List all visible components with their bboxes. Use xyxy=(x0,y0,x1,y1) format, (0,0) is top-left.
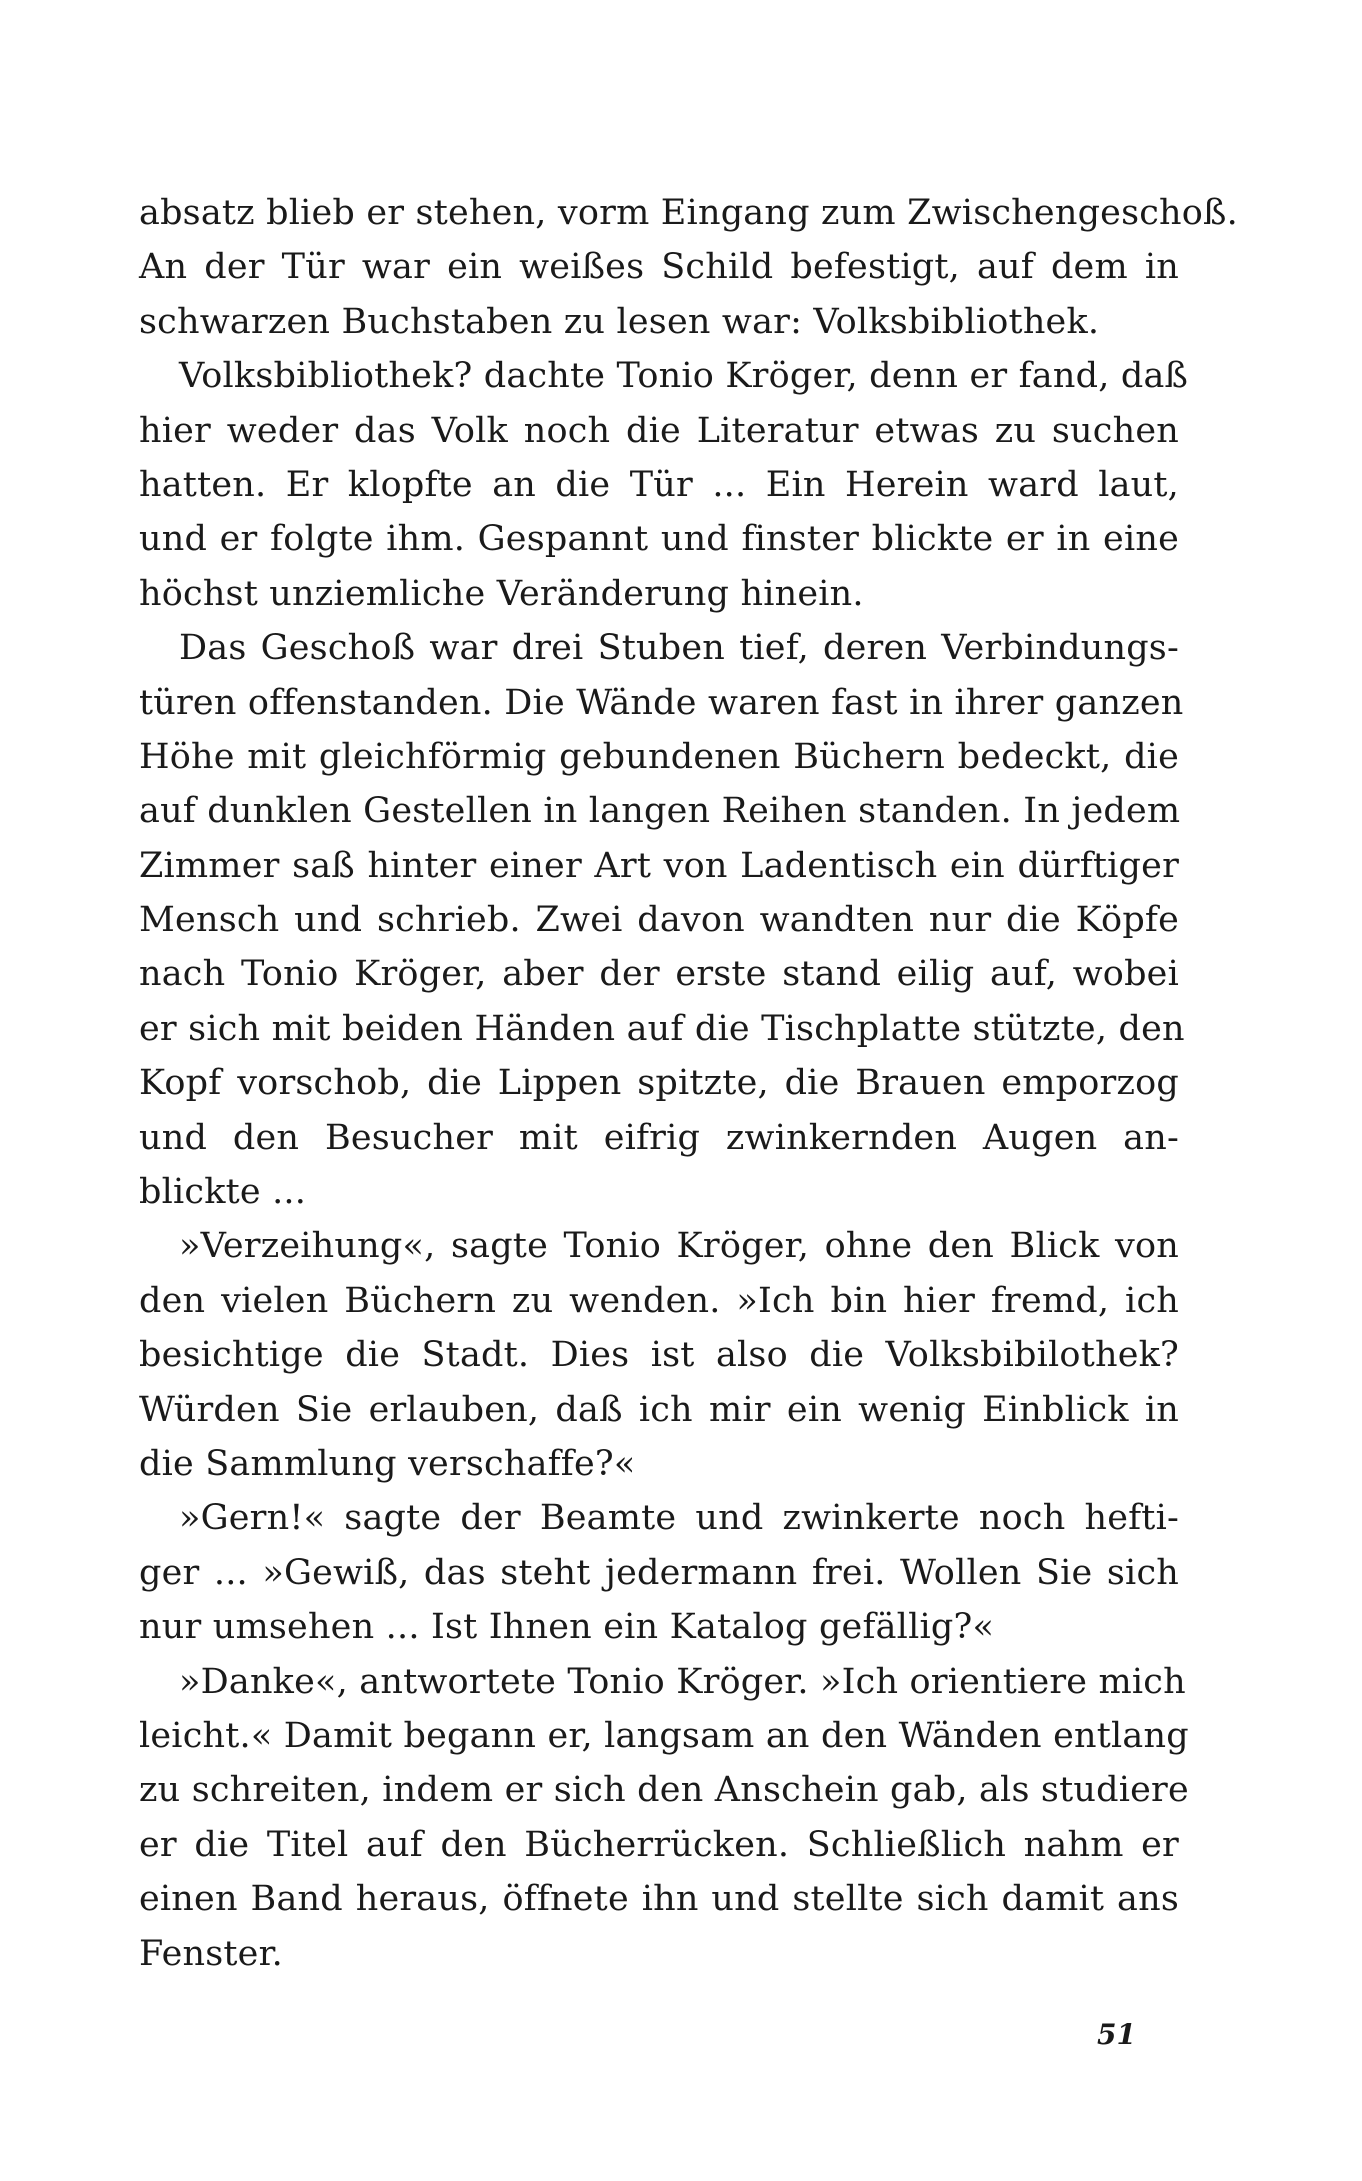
text-line: Mensch und schrieb. Zwei davon wandten nur die Köpfe xyxy=(139,900,1179,941)
text-line: Kopf vorschob, die Lippen spitzte, die Brauen emporzog xyxy=(139,1063,1179,1104)
text-line: Zimmer saß hinter einer Art von Ladentisch ein dürftiger xyxy=(139,845,1179,886)
page-number: 51 xyxy=(1097,2018,1136,2051)
text-line: leicht.« Damit begann er, langsam an den Wänden entlang xyxy=(139,1715,1189,1756)
text-line: Fenster. xyxy=(139,1933,283,1974)
text-line: »Danke«, antwortete Tonio Kröger. »Ich orientiere mich xyxy=(179,1661,1186,1702)
text-line: »Gern!« sagte der Beamte und zwinkerte noch hefti- xyxy=(179,1498,1179,1539)
text-line: den vielen Büchern zu wenden. »Ich bin hier fremd, ich xyxy=(139,1280,1179,1321)
text-line: Volksbibliothek? dachte Tonio Kröger, denn er fand, daß xyxy=(179,356,1189,397)
text-line: er die Titel auf den Bücherrücken. Schließlich nahm er xyxy=(139,1824,1179,1865)
text-line: Das Geschoß war drei Stuben tief, deren Verbindungs- xyxy=(179,628,1179,669)
text-line: ger ... »Gewiß, das steht jedermann frei. Wollen Sie sich xyxy=(139,1552,1179,1593)
text-line: schwarzen Buchstaben zu lesen war: Volksbibliothek. xyxy=(139,301,1100,342)
text-line: Höhe mit gleichförmig gebundenen Büchern bedeckt, die xyxy=(139,736,1179,777)
text-line: »Verzeihung«, sagte Tonio Kröger, ohne den Blick von xyxy=(179,1226,1179,1267)
body-text xyxy=(139,186,1238,1981)
text-line: türen offenstanden. Die Wände waren fast in ihrer ganzen xyxy=(139,682,1184,723)
text-line: und den Besucher mit eifrig zwinkernden Augen an- xyxy=(139,1117,1179,1158)
text-line: nach Tonio Kröger, aber der erste stand eilig auf, wobei xyxy=(139,954,1179,995)
text-line: einen Band heraus, öffnete ihn und stellte sich damit ans xyxy=(139,1879,1179,1920)
text-line: Würden Sie erlauben, daß ich mir ein wenig Einblick in xyxy=(139,1389,1179,1430)
text-line: höchst unziemliche Veränderung hinein. xyxy=(139,573,864,614)
text-line: zu schreiten, indem er sich den Anschein gab, als studiere xyxy=(139,1770,1189,1811)
text-line: hatten. Er klopfte an die Tür ... Ein Herein ward laut, xyxy=(139,464,1179,505)
text-line: An der Tür war ein weißes Schild befestigt, auf dem in xyxy=(139,247,1179,288)
text-line: er sich mit beiden Händen auf die Tischplatte stützte, den xyxy=(139,1008,1185,1049)
text-line: absatz blieb er stehen, vorm Eingang zum Zwischengeschoß. xyxy=(139,193,1238,233)
text-line: hier weder das Volk noch die Literatur etwas zu suchen xyxy=(139,410,1179,451)
text-line: nur umsehen ... Ist Ihnen ein Katalog gefällig?« xyxy=(139,1607,995,1648)
text-line: auf dunklen Gestellen in langen Reihen standen. In jedem xyxy=(139,791,1181,832)
text-line: blickte ... xyxy=(139,1172,307,1213)
text-line: besichtige die Stadt. Dies ist also die Volksbibilothek? xyxy=(139,1335,1179,1376)
text-line: und er folgte ihm. Gespannt und finster blickte er in eine xyxy=(139,519,1179,560)
text-line: die Sammlung verschaffe?« xyxy=(139,1443,636,1484)
